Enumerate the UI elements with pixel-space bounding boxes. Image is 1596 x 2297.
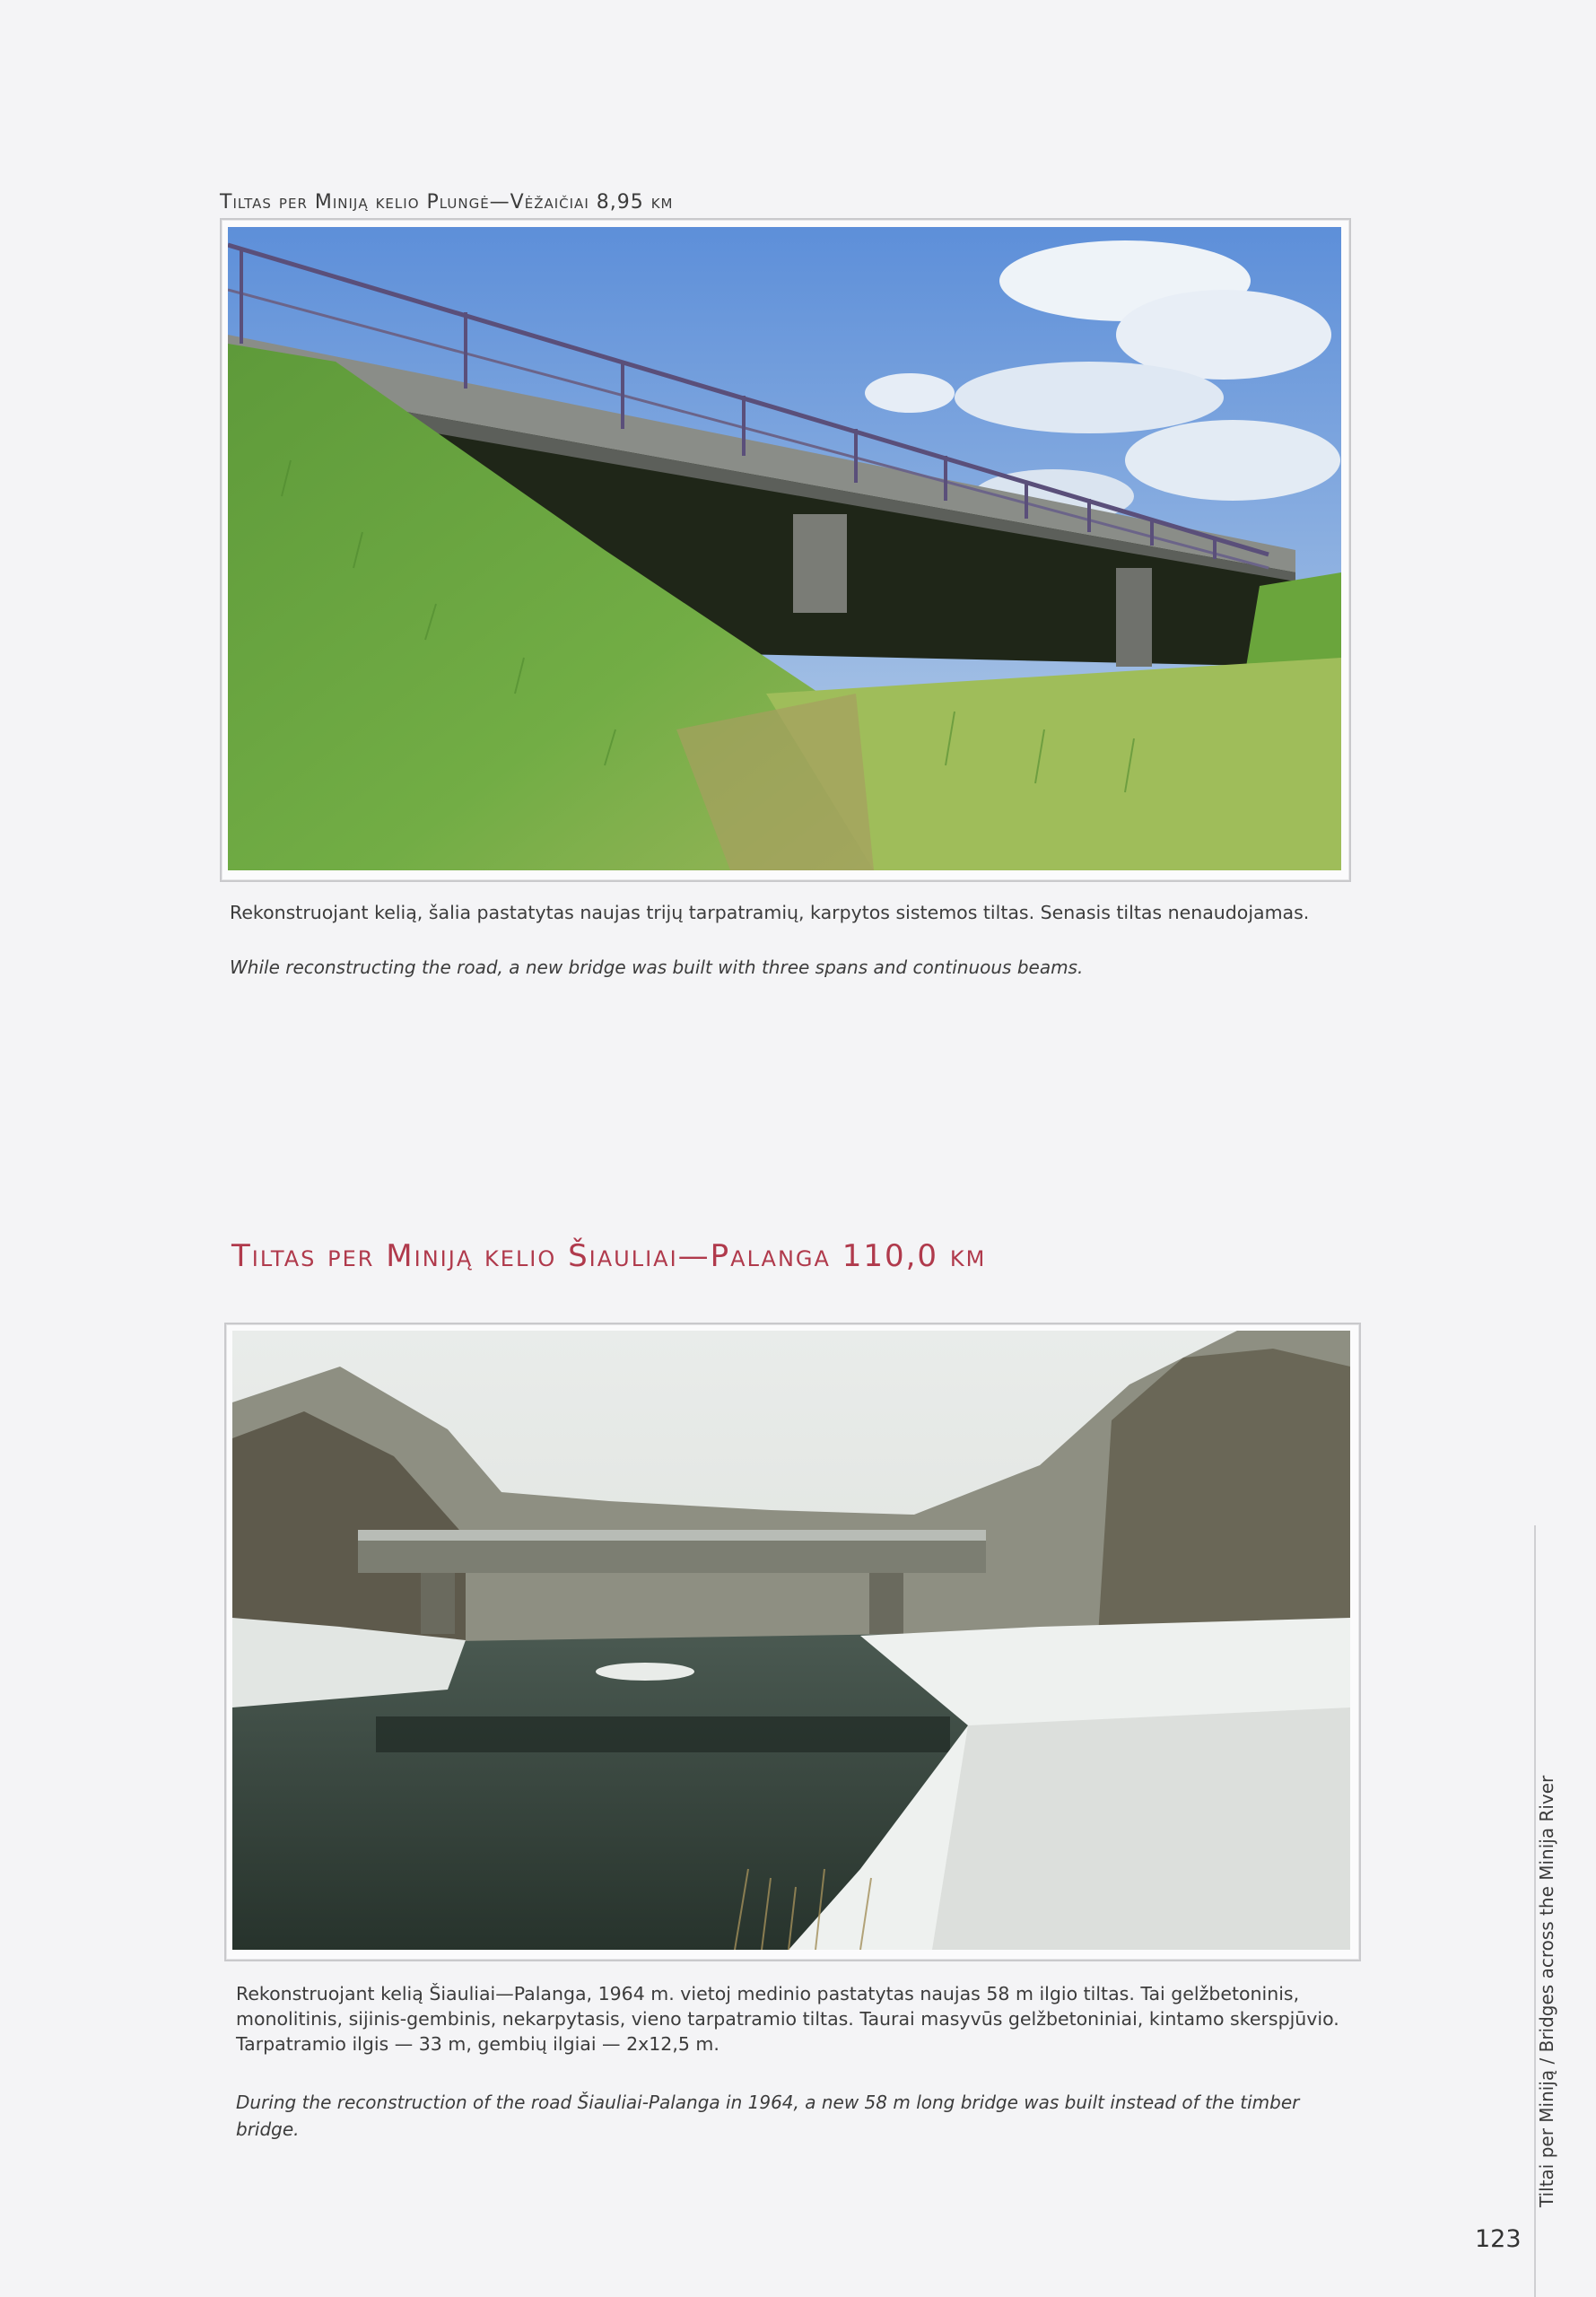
running-title: Tiltai per Miniją / Bridges across the Minija River bbox=[1536, 1775, 1557, 2207]
section1-title: Tiltas per Miniją kelio Plungė—Vėžaičiai 8,95 km bbox=[220, 191, 674, 214]
photo-summer-bridge bbox=[228, 227, 1341, 870]
section1-caption-en: While reconstructing the road, a new bridge was built with three spans and continuous beams. bbox=[230, 956, 1084, 978]
section1-caption-lt: Rekonstruojant kelią, šalia pastatytas naujas trijų tarpatramių, karpytos sistemos tiltas. Senasis tiltas nenaudojamas. bbox=[230, 902, 1310, 923]
page-number: 123 bbox=[1475, 2225, 1522, 2253]
photo-winter-bridge bbox=[232, 1331, 1350, 1950]
section2-caption-lt: Rekonstruojant kelią Šiauliai—Palanga, 1964 m. vietoj medinio pastatytas naujas 58 m ilgio tiltas. Tai gelžbetoninis, monolitinis, sijinis-gembinis, nekarpytasis, vieno tarpatramio tiltas. Taurai masyvūs gelžbetoniniai, kintamo skerspjūvio. Tarpatramio ilgis — 33 m, gembių ilgiai — 2x12,5 m. bbox=[236, 1983, 1339, 2055]
section2-title: Tiltas per Miniją kelio Šiauliai—Palanga 110,0 km bbox=[231, 1238, 987, 1274]
section2-caption-en: During the reconstruction of the road Šiauliai-Palanga in 1964, a new 58 m long bridge was built instead of the timber bridge. bbox=[236, 2092, 1300, 2140]
